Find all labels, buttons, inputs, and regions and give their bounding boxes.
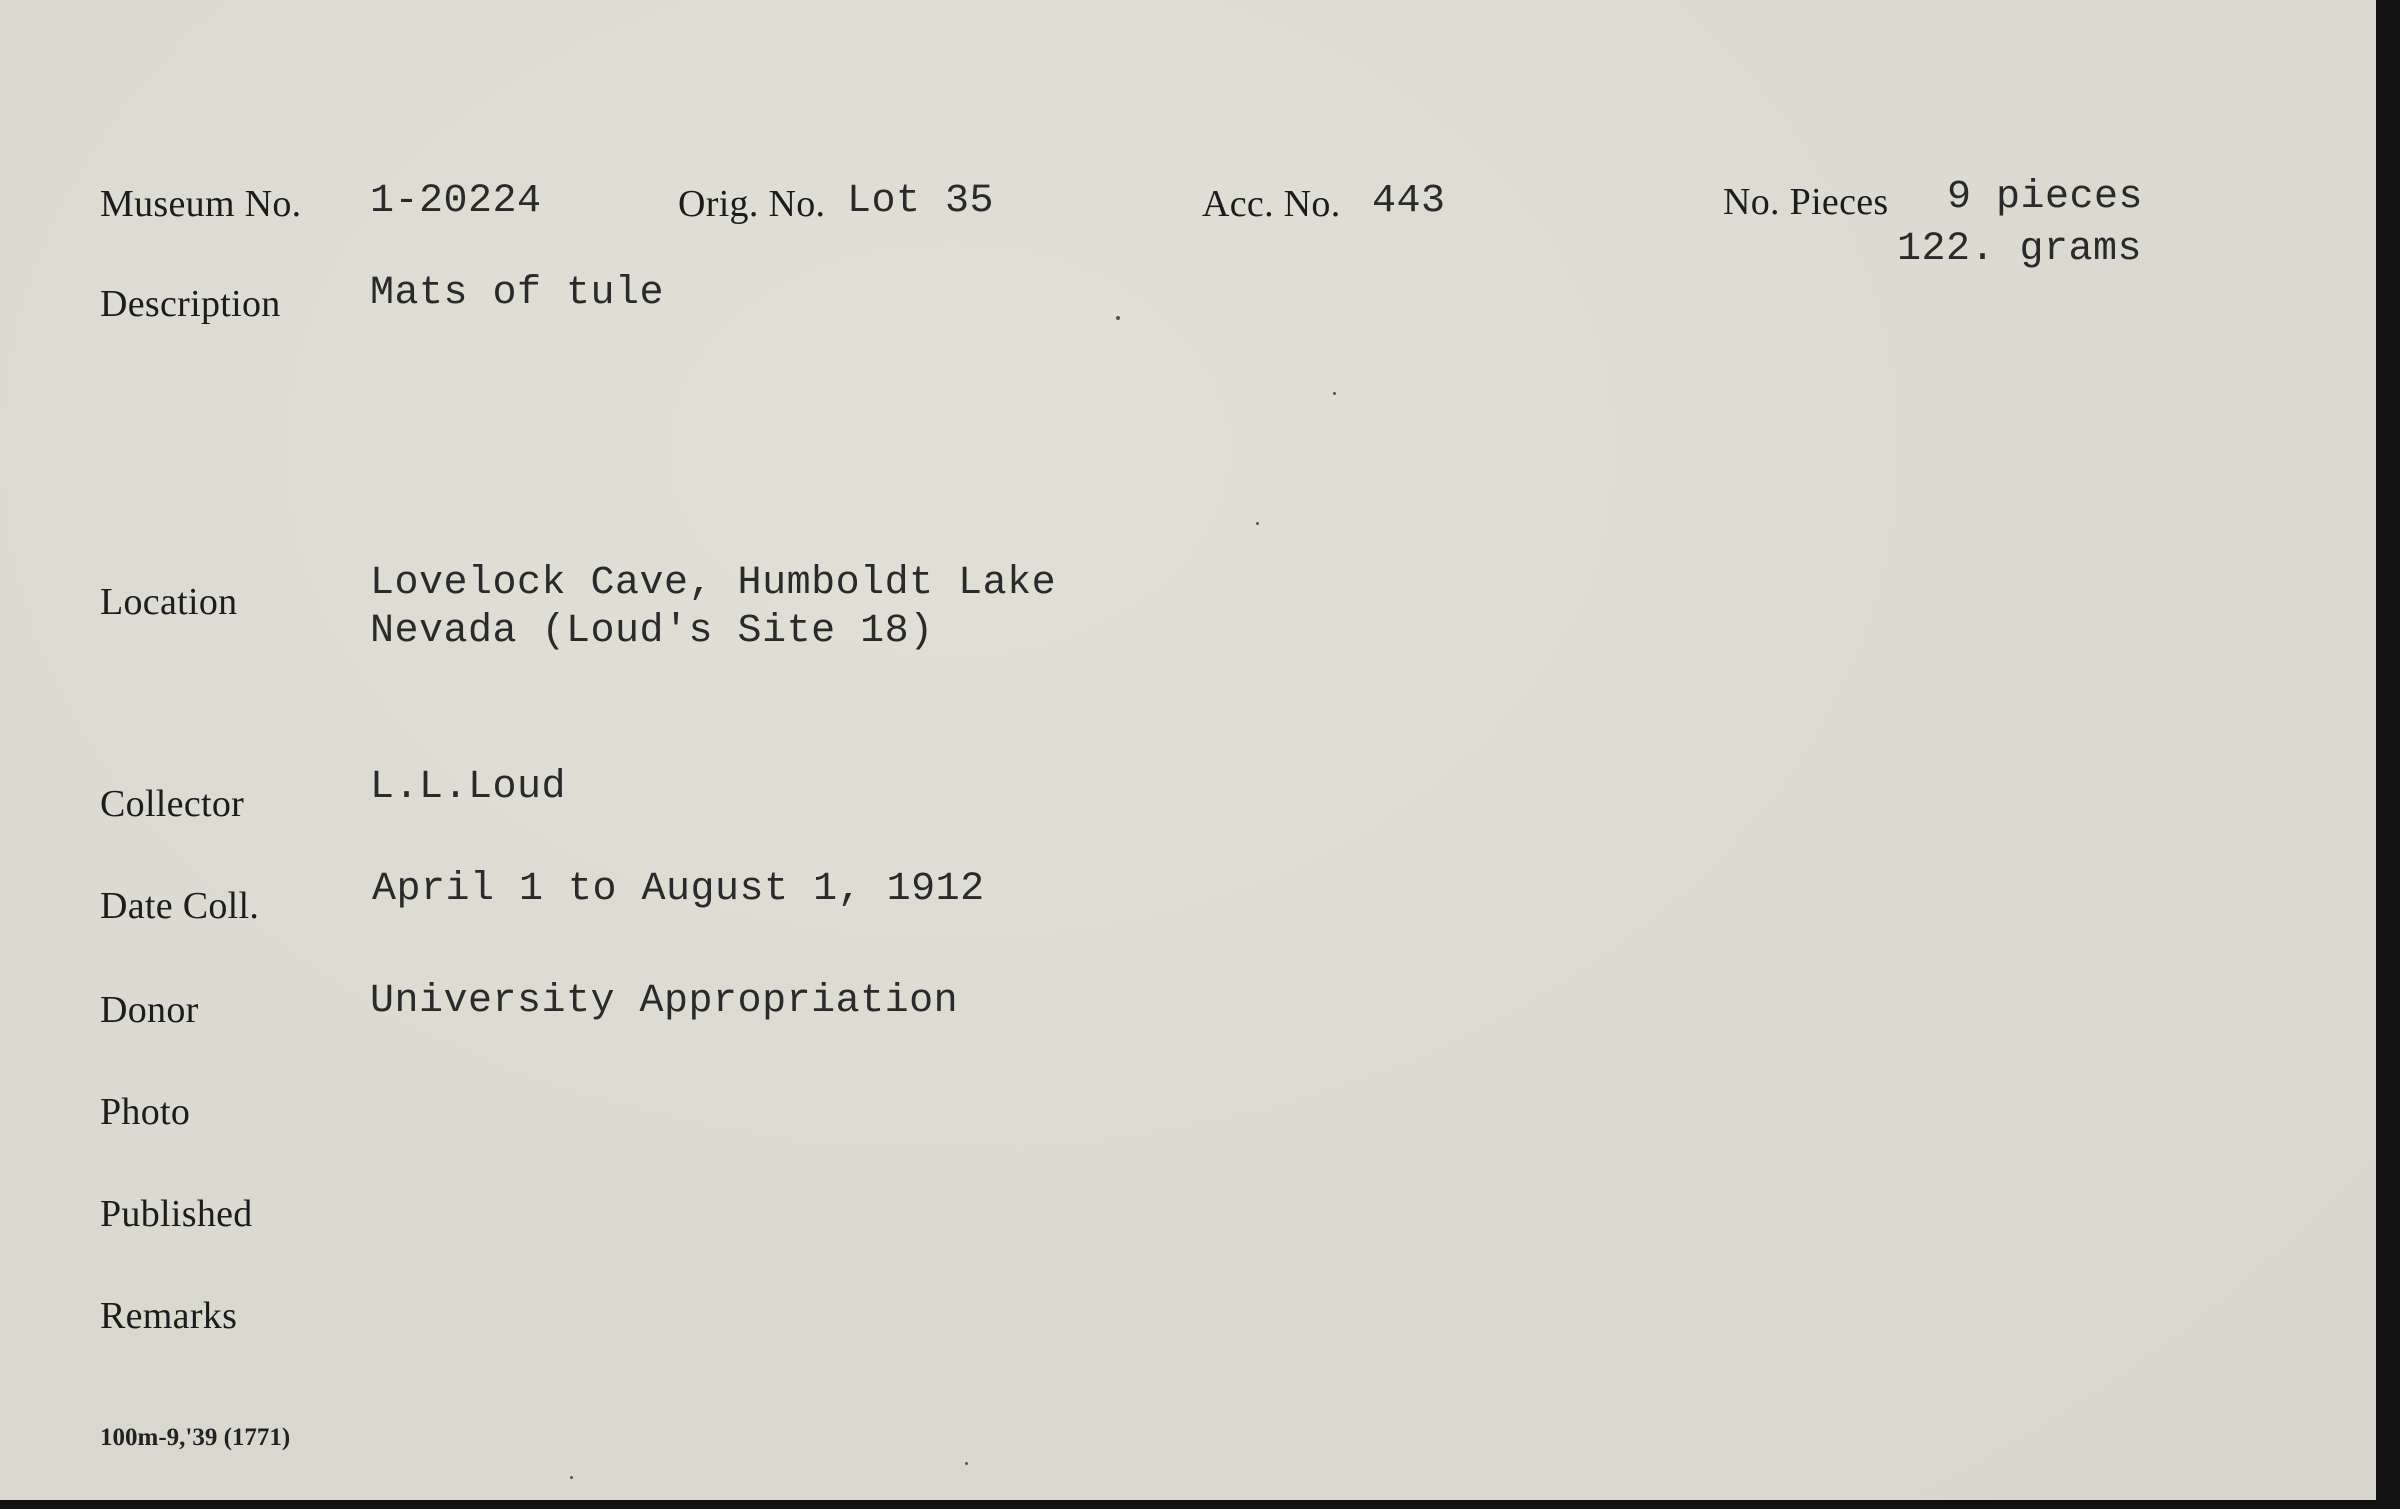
card-edge-shadow [0,1500,2400,1509]
speck [1116,316,1120,320]
donor-label: Donor [100,989,199,1031]
description-value: Mats of tule [370,271,665,316]
acc-no-label: Acc. No. [1202,183,1341,225]
collector-value: L.L.Loud [370,765,567,810]
speck [1256,522,1259,525]
donor-value: University Appropriation [370,979,959,1024]
location-line1: Lovelock Cave, Humboldt Lake [370,561,1057,606]
speck [570,1476,573,1479]
photo-label: Photo [100,1091,191,1133]
no-pieces-value: 9 pieces [1947,175,2144,220]
museum-no-label: Museum No. [100,183,302,225]
museum-no-value: 1-20224 [370,179,542,224]
print-code: 100m-9,'39 (1771) [100,1424,291,1451]
published-label: Published [100,1193,253,1235]
weight-value: 122. grams [1897,227,2143,272]
description-label: Description [100,283,281,325]
orig-no-label: Orig. No. [678,183,826,225]
orig-no-value: Lot 35 [847,179,995,224]
card-edge-shadow [2376,0,2400,1509]
location-label: Location [100,581,238,623]
date-coll-value: April 1 to August 1, 1912 [372,867,985,912]
speck [1333,392,1336,395]
no-pieces-label: No. Pieces [1723,181,1889,223]
remarks-label: Remarks [100,1295,238,1337]
date-coll-label: Date Coll. [100,885,260,927]
location-line2: Nevada (Loud's Site 18) [370,609,934,654]
acc-no-value: 443 [1372,179,1446,224]
collector-label: Collector [100,783,245,825]
speck [965,1462,968,1465]
